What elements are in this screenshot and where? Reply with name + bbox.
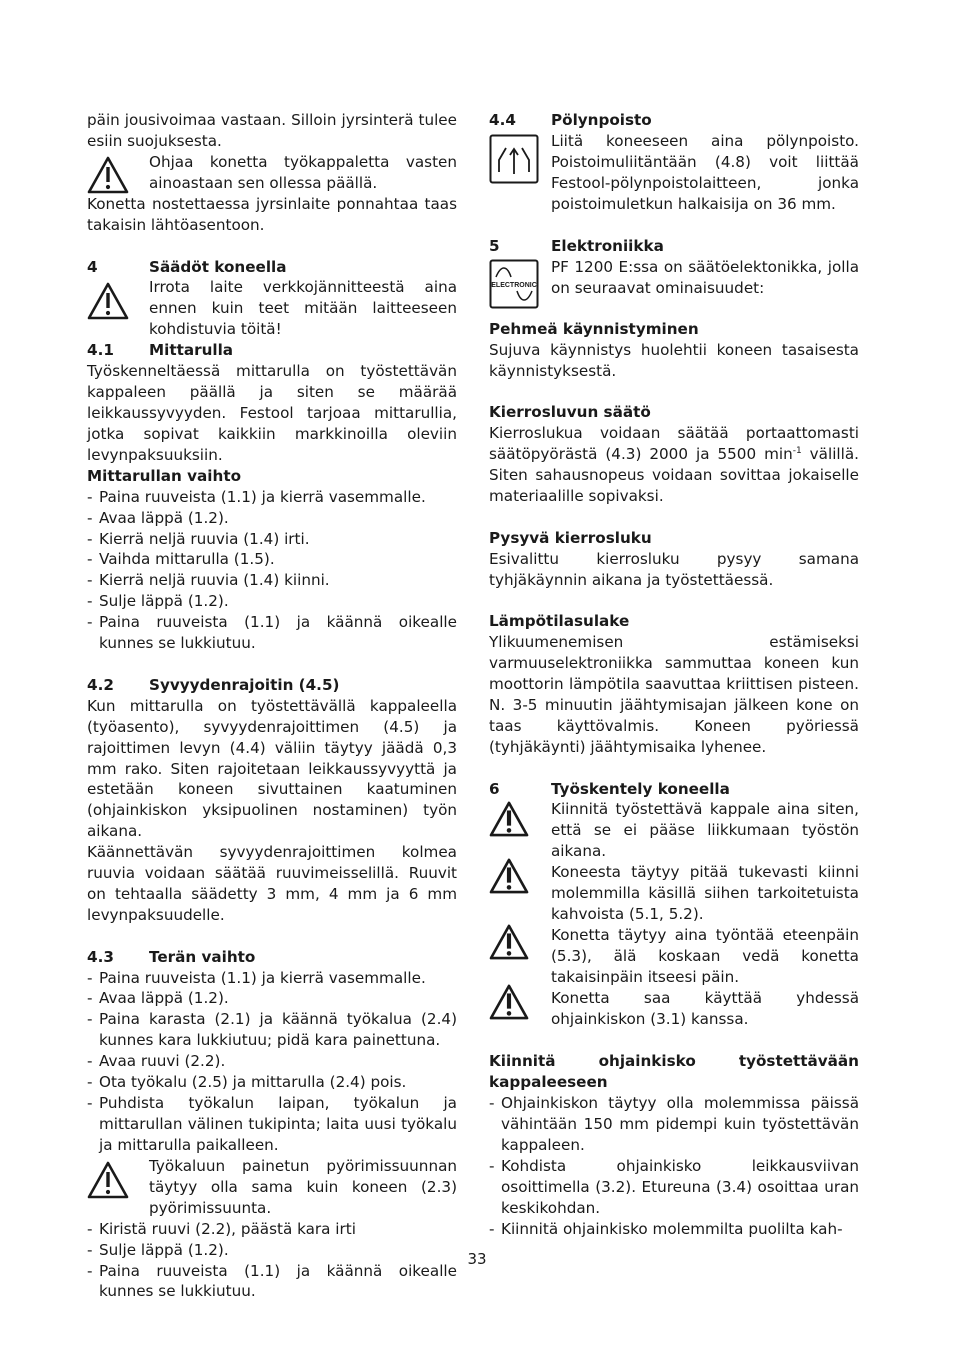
warning-block bbox=[489, 799, 859, 862]
list-item: - Puhdista työkalun laipan, työkalun ja mittarullan välinen tukipinta; laita uusi työkalu ja mittarulla paikalleen. bbox=[87, 1094, 457, 1154]
subheading: Pysyvä kierrosluku bbox=[489, 528, 652, 547]
step-list bbox=[87, 487, 457, 654]
section-4-heading: 4 Säädöt koneella bbox=[87, 257, 287, 276]
list-item: - Paina ruuveista (1.1) ja kierrä vasemmalle. bbox=[87, 487, 426, 506]
subheading: Lämpötilasulake bbox=[489, 612, 630, 631]
page-number: 33 bbox=[467, 1250, 487, 1268]
subheading: Mittarullan vaihto bbox=[87, 466, 242, 485]
warning-icon bbox=[87, 1156, 149, 1219]
list-item: - Sulje läppä (1.2). bbox=[87, 592, 229, 611]
list-item: - Paina ruuveista (1.1) ja käännä oikealle kunnes se lukkiutuu. bbox=[87, 1261, 457, 1301]
warning-icon bbox=[489, 862, 551, 925]
warning-text: Työkaluun painetun pyörimissuunnan täytyy olla sama kuin koneen (2.3) pyörimissuunta. bbox=[149, 1156, 457, 1217]
warning-text: Kiinnitä työstettävä kappale aina siten, että se ei pääse liikkumaan työstön aikana. bbox=[551, 800, 859, 861]
section-4-3-heading: 4.3 Terän vaihto bbox=[87, 947, 256, 966]
list-item: - Paina karasta (2.1) ja käännä työkalua (2.4) kunnes kara lukkiutuu; pidä kara painettuna. bbox=[87, 1010, 457, 1050]
section-6-heading: 6 Työskentely koneella bbox=[489, 779, 730, 798]
section-4-2-text: Käännettävän syvyydenrajoittimen kolmea ruuvia voidaan säätää ruuvimeisselillä. Ruuvit on tehtaalla säädetty 3 mm, 4 mm ja 6 mm levynpaksuudelle. bbox=[87, 843, 457, 924]
paragraph: Esivalittu kierrosluku pysyy samana tyhjäkäynnin aikana ja työstettäessä. bbox=[489, 549, 859, 589]
warning-text: Konetta täytyy aina työntää eteenpäin (5.3), älä koskaan vedä konetta takaisinpäin itseesi päin. bbox=[551, 926, 859, 987]
intro-text: päin jousivoimaa vastaan. Silloin jyrsinterä tulee esiin suojuksesta. bbox=[87, 111, 457, 150]
warning-block bbox=[489, 988, 859, 1030]
list-item: - Ota työkalu (2.5) ja mittarulla (2.4) pois. bbox=[87, 1073, 407, 1092]
warning-block bbox=[87, 152, 457, 194]
electronic-icon bbox=[489, 257, 551, 319]
list-item: - Avaa läppä (1.2). bbox=[87, 508, 229, 527]
warning-block bbox=[489, 925, 859, 988]
list-item: - Vaihda mittarulla (1.5). bbox=[87, 550, 275, 569]
subheading: Kiinnitä ohjainkisko työstettävään kappaleeseen bbox=[489, 1052, 859, 1092]
section-4-1-text: Työskenneltäessä mittarulla on työstettävän kappaleen päällä ja siten se määrää leikkaussyvyyden. Festool tarjoaa mittarullia, jotka sopivat kaikkiin markkinoilla oleviin levynpaksuuksiin. bbox=[87, 362, 457, 464]
after-text: Konetta nostettaessa jyrsinlaite ponnahtaa taas takaisin lähtöasentoon. bbox=[87, 194, 457, 234]
section-4-4-heading: 4.4 Pölynpoisto bbox=[489, 111, 652, 129]
dust-extraction-block bbox=[489, 131, 859, 215]
left-column bbox=[87, 110, 457, 1302]
warning-text: Konetta saa käyttää yhdessä ohjainkiskon (3.1) kanssa. bbox=[551, 989, 859, 1029]
subheading: Pehmeä käynnistyminen bbox=[489, 319, 699, 338]
electronic-label: ELECTRONIC bbox=[491, 281, 537, 289]
section-5-heading: 5 Elektroniikka bbox=[489, 236, 664, 255]
paragraph: Kierroslukua voidaan säätää portaattomasti säätöpyörästä (4.3) 2000 ja 5500 $\min^{-1}$ välillä. Siten sahausnopeus voidaan sovittaa jokaiselle materiaalille sopivaksi. bbox=[489, 424, 859, 505]
warning-text: Irrota laite verkkojännitteestä aina ennen kuin teet mitään laitteeseen kohdistuvia töitä! bbox=[149, 278, 457, 339]
section-4-2-heading: 4.2 Syvyydenrajoitin (4.5) bbox=[87, 675, 340, 694]
list-item: - Paina ruuveista (1.1) ja kierrä vasemmalle. bbox=[87, 968, 426, 987]
list-item: - Kohdista ohjainkisko leikkausviivan osoittimella (3.2). Etureuna (3.4) osoittaa uran keskikohdan. bbox=[489, 1156, 859, 1217]
warning-text: Koneesta täytyy pitää tukevasti kiinni molemmilla käsillä siihen tarkoitetuista kahvoista (5.1, 5.2). bbox=[551, 863, 859, 924]
paragraph: Ylikuumenemisen estämiseksi varmuuselektroniikka sammuttaa koneen kun moottorin lämpötila saavuttaa kriittisen pisteen. N. 3-5 minuutin jäähtymisajan jälkeen kone on taas käyttövalmis. Koneen pyöriessä (tyhjäkäynti) jäähtymisaika lyhenee. bbox=[489, 633, 859, 756]
list-item: - Kierrä neljä ruuvia (1.4) kiinni. bbox=[87, 571, 330, 590]
step-list bbox=[87, 968, 457, 1156]
paragraph: Sujuva käynnistys huolehtii koneen tasaisesta käynnistyksestä. bbox=[489, 340, 859, 380]
warning-block bbox=[87, 1156, 457, 1219]
dust-extraction-icon bbox=[489, 131, 551, 215]
section-5-text: PF 1200 E:ssa on säätöelektonikka, jolla on seuraavat ominaisuudet: bbox=[551, 257, 859, 297]
electronic-block bbox=[489, 257, 859, 319]
subheading: Kierrosluvun säätö bbox=[489, 403, 651, 422]
step-list bbox=[489, 1093, 859, 1239]
warning-icon bbox=[489, 925, 551, 988]
right-column bbox=[489, 110, 859, 1240]
warning-icon bbox=[87, 152, 149, 194]
list-item: - Sulje läppä (1.2). bbox=[87, 1240, 229, 1259]
warning-icon bbox=[489, 799, 551, 862]
section-4-1-heading: 4.1 Mittarulla bbox=[87, 341, 234, 360]
list-item: - Kiristä ruuvi (2.2), päästä kara irti bbox=[87, 1219, 356, 1238]
list-item: - Kierrä neljä ruuvia (1.4) irti. bbox=[87, 529, 310, 548]
section-4-4-text: Liitä koneeseen aina pölynpoisto. Poistoimuliitäntään (4.8) voit liittää Festool-pölynpoistolaitteen, jonka poistoimuletkun halkaisija on 36 mm. bbox=[551, 131, 859, 213]
section-4-2-text: Kun mittarulla on työstettävällä kappaleella (työasento), syvyydenrajoittimen (4.5) ja rajoittimen levyn (4.4) väliin täytyy jäädä 0,3 mm rako. Siten rajoitetaan leikkaussyvyyttä ja estetään koneen sivuttainen kaatuminen (ohjainkiskon yksipuolinen nostaminen) työn aikana. bbox=[87, 696, 457, 841]
list-item: - Ohjainkiskon täytyy olla molemmissa päissä vähintään 150 mm pidempi kuin työstettävän kappaleen. bbox=[489, 1094, 859, 1154]
warning-block bbox=[87, 277, 457, 340]
warning-icon bbox=[87, 277, 149, 340]
warning-text: Ohjaa konetta työkappaletta vasten ainoastaan sen ollessa päällä. bbox=[149, 152, 457, 192]
warning-icon bbox=[489, 988, 551, 1030]
list-item: - Paina ruuveista (1.1) ja käännä oikealle kunnes se lukkiutuu. bbox=[87, 613, 457, 653]
list-item: - Avaa läppä (1.2). bbox=[87, 989, 229, 1008]
warning-block bbox=[489, 862, 859, 925]
list-item: - Avaa ruuvi (2.2). bbox=[87, 1052, 226, 1071]
list-item: - Kiinnitä ohjainkisko molemmilta puolilta kah- bbox=[489, 1219, 843, 1238]
